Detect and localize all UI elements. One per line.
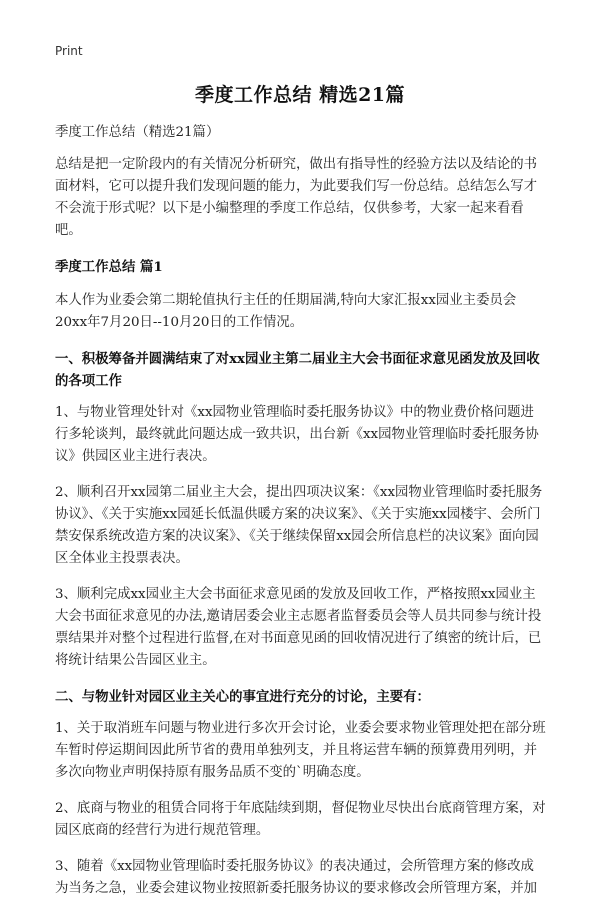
section-2-heading: 二、与物业针对园区业主关心的事宜进行充分的讨论，主要有： (55, 689, 430, 705)
print-label: Print (55, 44, 83, 58)
document-title: 季度工作总结 精选21篇 (194, 84, 406, 106)
section-2-item-2: 2、底商与物业的租赁合同将于年底陆续到期，督促物业尽快出台底商管理方案，对园区底商的经营行为进行规范管理。 (55, 801, 546, 838)
intro-paragraph: 总结是把一定阶段内的有关情况分析研究，做出有指导性的经验方法以及结论的书面材料，它可以提升我们发现问题的能力，为此要我们写一份总结。总结怎么写才不会流于形式呢？以下是小编整理的季度工作总结，仅供参考，大家一起来看看吧。 (55, 157, 538, 238)
section-2-item-1: 1、关于取消班车问题与物业进行多次开会讨论，业委会要求物业管理处把在部分班车暂时停运期间因此所节省的费用单独列支，并且将运营车辆的预算费用列明，并多次向物业声明保持原有服务品质不变的`明确态度。 (55, 721, 546, 780)
article-heading: 季度工作总结 篇1 (55, 259, 163, 275)
document-subtitle: 季度工作总结（精选21篇） (55, 125, 220, 140)
document-body (55, 122, 547, 914)
section-1-item-1: 1、与物业管理处针对《xx园物业管理临时委托服务协议》中的物业费价格问题进行多轮谈判，最终就此问题达成一致共识，出台新《xx园物业管理临时委托服务协议》供园区业主进行表决。 (55, 405, 539, 464)
section-1-heading: 一、积极筹备并圆满结束了对xx园业主第二届业主大会书面征求意见函发放及回收的各项工作 (55, 351, 540, 389)
section-2-item-3: 3、随着《xx园物业管理临时委托服务协议》的表决通过，会所管理方案的修改成为当务之急，业委会建议物业按照新委托服务协议的要求修改会所管理方案，并加 (55, 859, 538, 896)
section-1-item-2: 2、顺利召开xx园第二届业主大会，提出四项决议案：《xx园物业管理临时委托服务协议》、《关于实施xx园延长低温供暖方案的决议案》、《关于实施xx园楼宇、会所门禁安保系统改造方案的决议案》、《关于继续保留xx园会所信息栏的决议案》面向园区全体业主投票表决。 (55, 485, 543, 566)
lead-paragraph: 本人作为业委会第二期轮值执行主任的任期届满,特向大家汇报xx园业主委员会20xx年7月20日--10月20日的工作情况。 (55, 293, 517, 330)
section-1-item-3: 3、顺利完成xx园业主大会书面征求意见函的发放及回收工作，严格按照xx园业主大会书面征求意见的办法,邀请居委会业主志愿者监督委员会等人员共同参与统计投票结果并对整个过程进行监督,在对书面意见函的回收情况进行了缜密的统计后，已将统计结果公告园区业主。 (55, 587, 542, 668)
